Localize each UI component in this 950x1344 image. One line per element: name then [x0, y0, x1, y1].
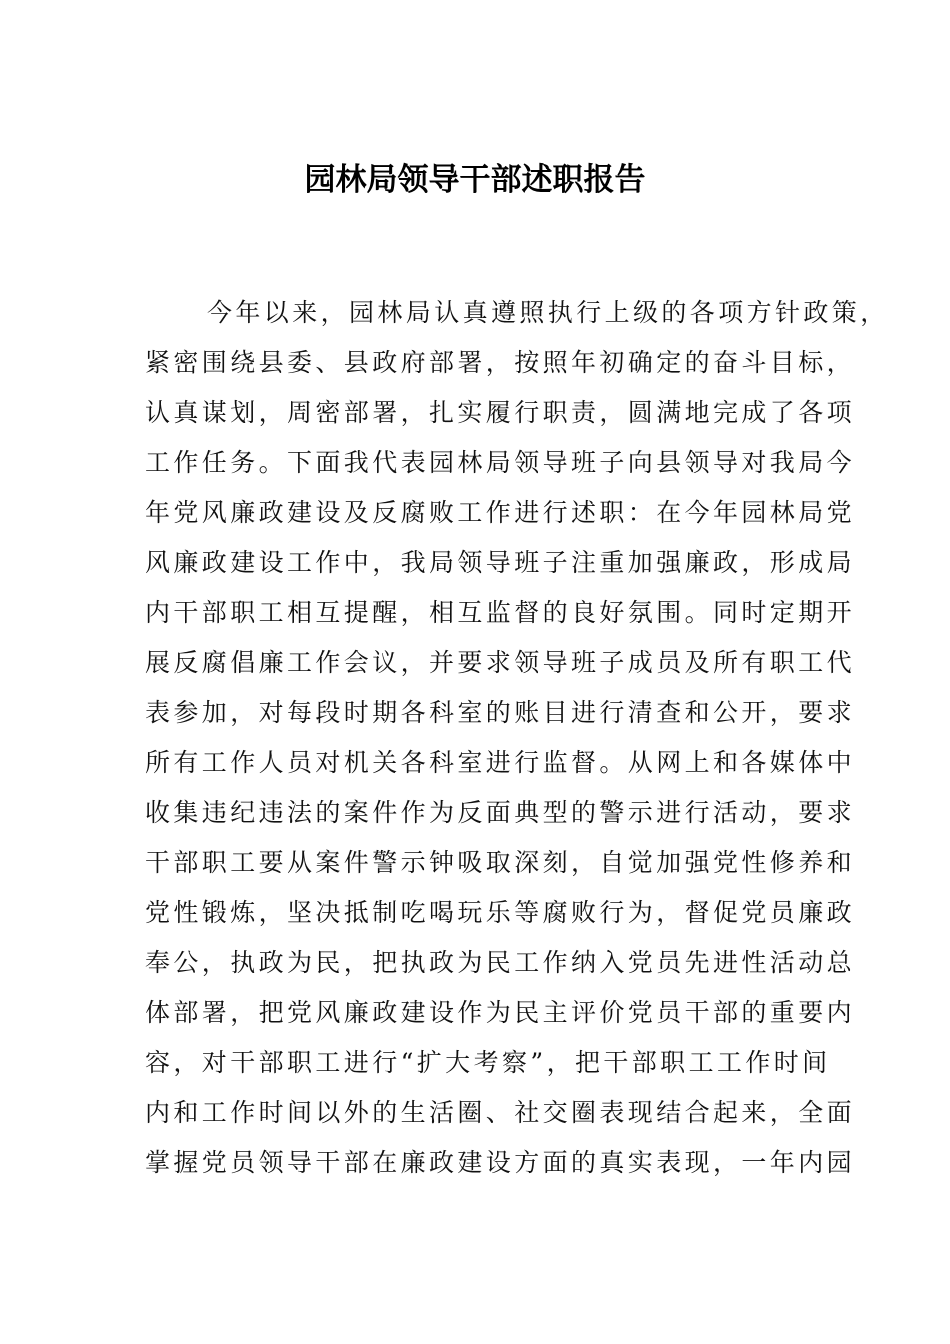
body-line: 体部署，把党风廉政建设作为民主评价党员干部的重要内	[145, 998, 856, 1027]
body-line: 内和工作时间以外的生活圈、社交圈表现结合起来，全面	[145, 1098, 856, 1127]
body-line: 所有工作人员对机关各科室进行监督。从网上和各媒体中	[145, 748, 856, 777]
body-line: 年党风廉政建设及反腐败工作进行述职：在今年园林局党	[145, 498, 856, 527]
body-line: 今年以来，园林局认真遵照执行上级的各项方针政策，	[207, 298, 889, 327]
body-line: 奉公，执政为民，把执政为民工作纳入党员先进性活动总	[145, 948, 856, 977]
body-line: 工作任务。下面我代表园林局领导班子向县领导对我局今	[145, 448, 856, 477]
body-line: 容，对干部职工进行“扩大考察”，把干部职工工作时间	[145, 1048, 831, 1077]
body-line: 展反腐倡廉工作会议，并要求领导班子成员及所有职工代	[145, 648, 856, 677]
body-line: 收集违纪违法的案件作为反面典型的警示进行活动，要求	[145, 798, 856, 827]
body-line: 内干部职工相互提醒，相互监督的良好氛围。同时定期开	[145, 598, 856, 627]
body-line: 党性锻炼，坚决抵制吃喝玩乐等腐败行为，督促党员廉政	[145, 898, 856, 927]
body-line: 风廉政建设工作中，我局领导班子注重加强廉政，形成局	[145, 548, 856, 577]
body-line: 干部职工要从案件警示钟吸取深刻，自觉加强党性修养和	[145, 848, 856, 877]
body-line: 掌握党员领导干部在廉政建设方面的真实表现，一年内园	[145, 1148, 856, 1177]
body-line: 紧密围绕县委、县政府部署，按照年初确定的奋斗目标，	[145, 348, 856, 377]
body-line: 表参加，对每段时期各科室的账目进行清查和公开，要求	[145, 698, 856, 727]
body-line: 认真谋划，周密部署，扎实履行职责，圆满地完成了各项	[145, 398, 856, 427]
document-title: 园林局领导干部述职报告	[304, 162, 646, 198]
